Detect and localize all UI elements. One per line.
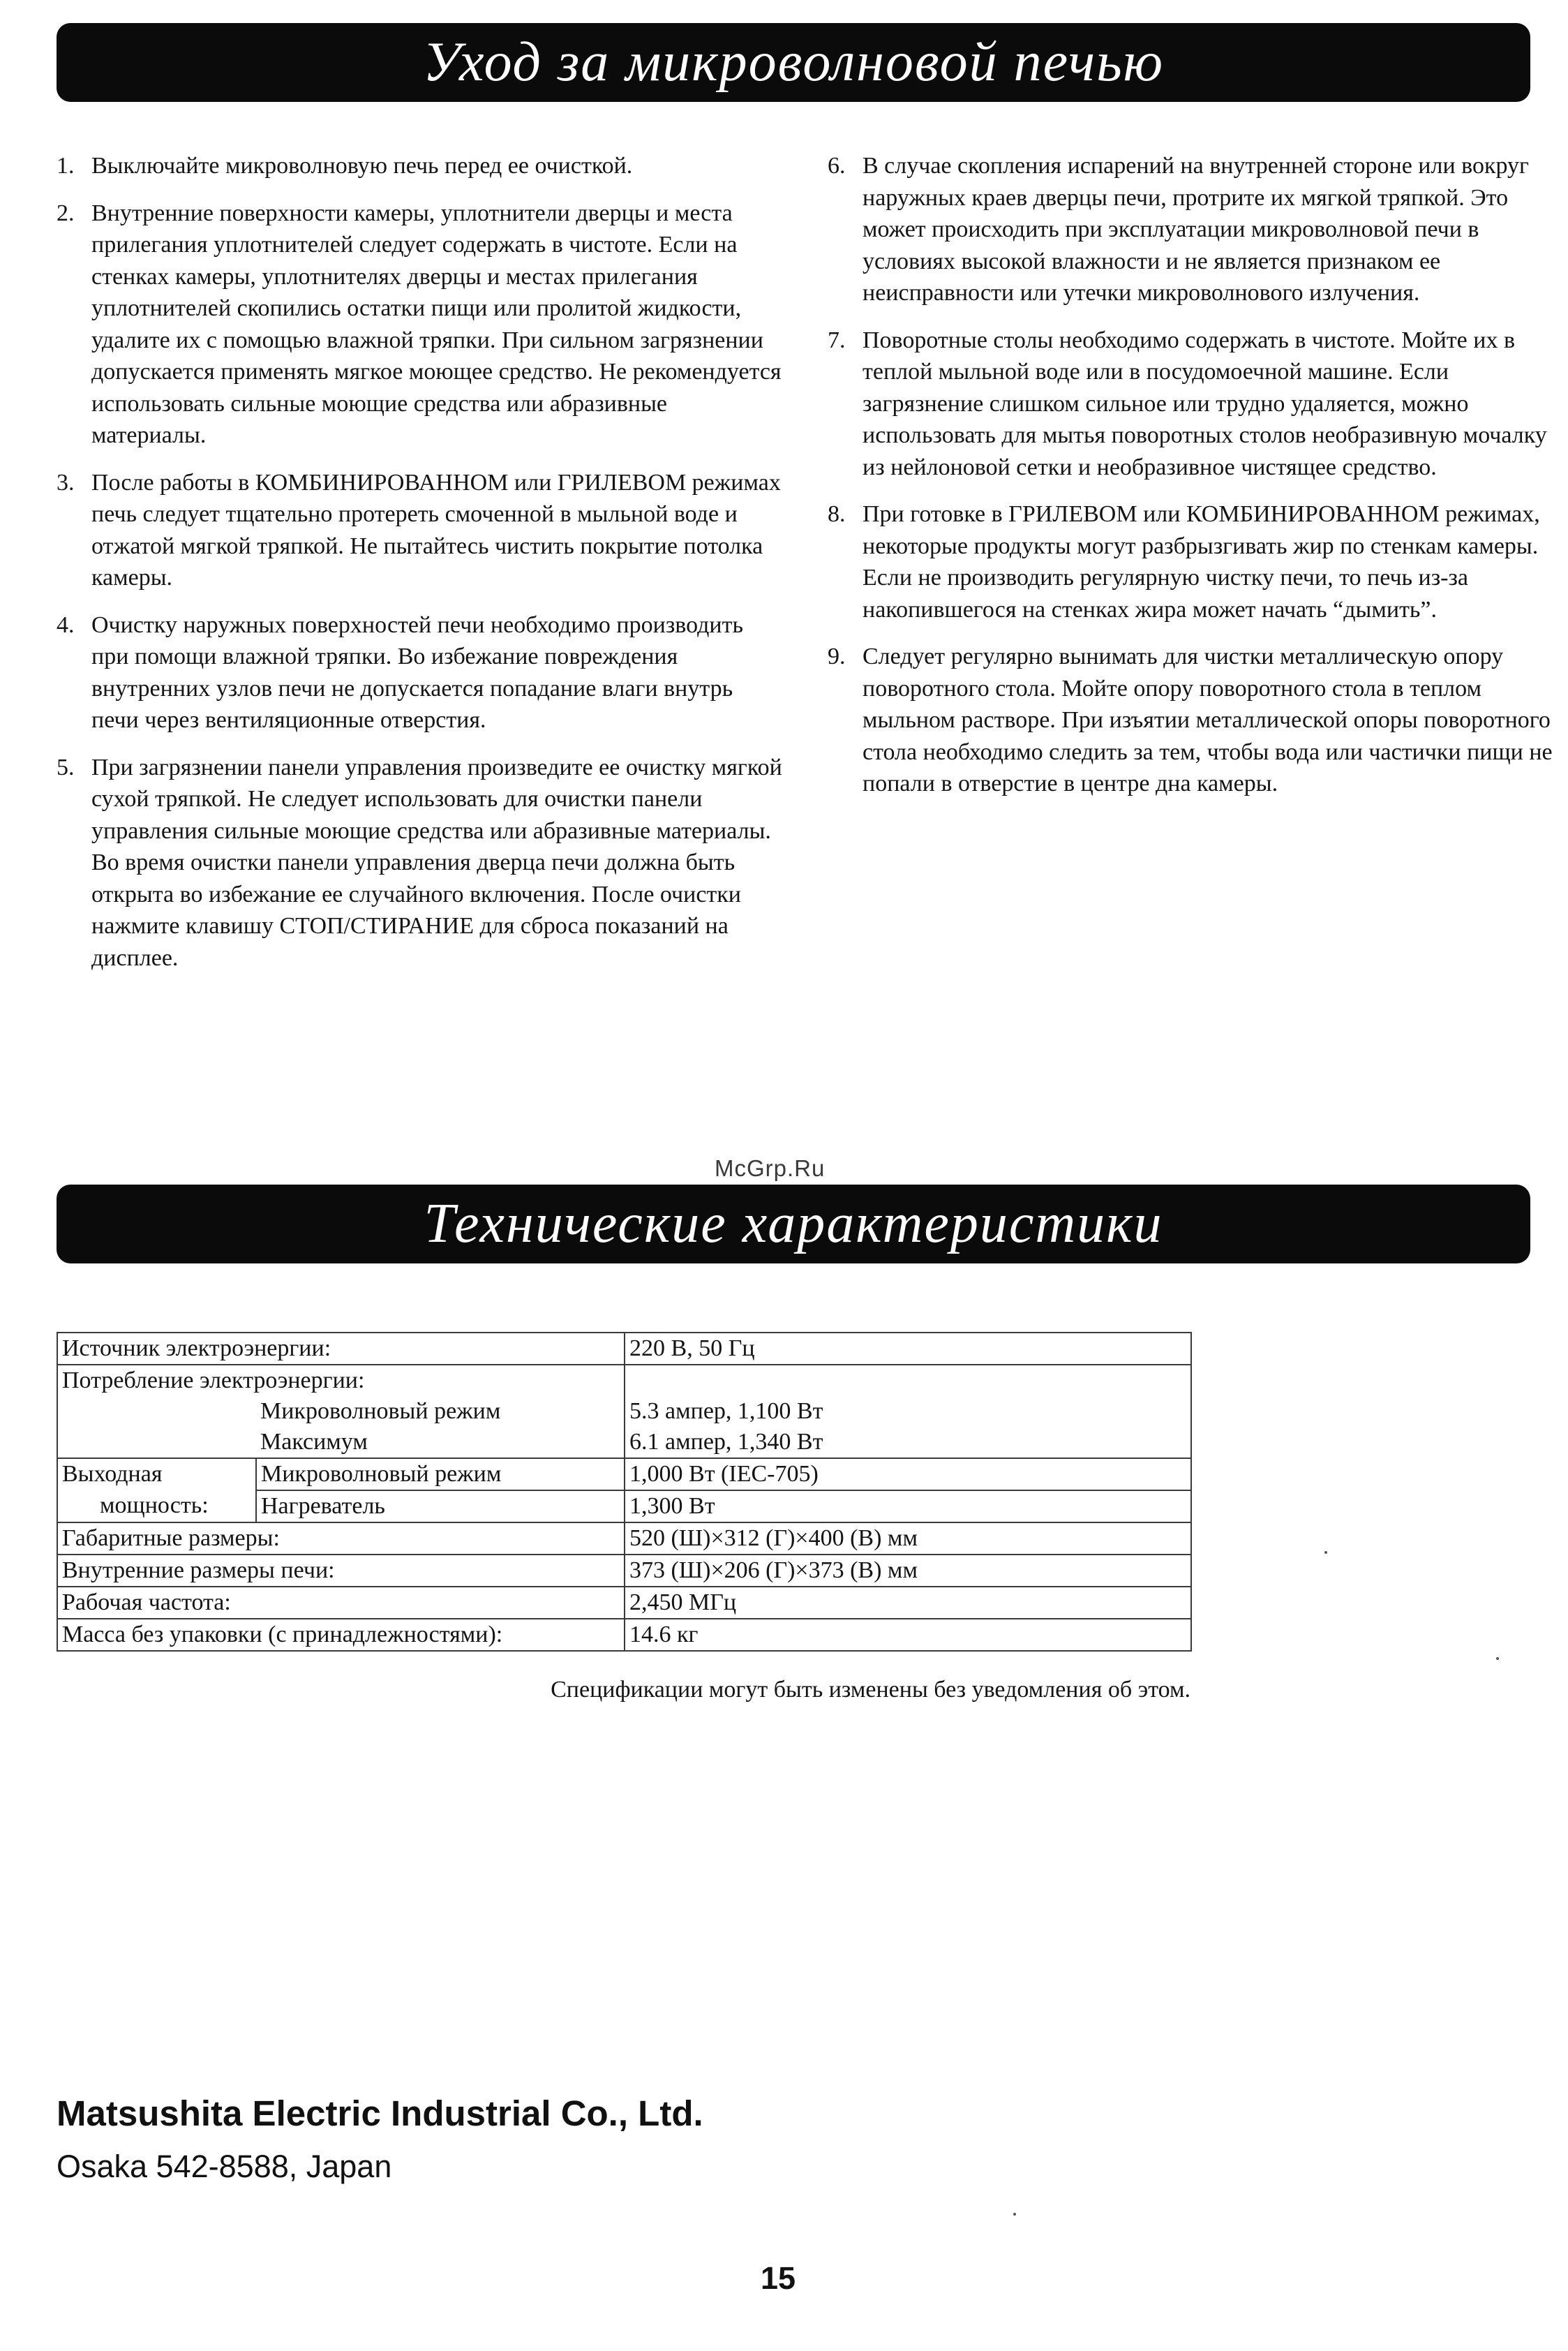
specs-value: 373 (Ш)×206 (Г)×373 (В) мм [625, 1555, 1191, 1587]
specs-value: 14.6 кг [625, 1619, 1191, 1651]
care-item-number: 9. [828, 644, 846, 669]
care-item-text: Внутренние поверхности камеры, уплотнители дверцы и места прилегания уплотнителей следует содержать в чистоте. Если на стенках камеры, уплотнителях дверцы и местах прилегания уплотнителей скопились остатки пищи или пролитой жидкости, удалите их с помощью влажной тряпки. При сильном загрязнении допускается применять мягкое моющее средство. Не рекомендуется использовать сильные моющие средства или абразивные материалы. [91, 200, 782, 448]
specs-note: Спецификации могут быть изменены без уведомления об этом. [551, 1677, 1190, 1703]
care-item-6 [828, 150, 1557, 309]
care-item-number: 6. [828, 153, 846, 179]
specs-label: Источник электроэнергии: [57, 1333, 625, 1365]
care-section-title: Уход за микроволновой печью [422, 31, 1165, 93]
specs-row-output-micro [57, 1458, 1191, 1490]
care-item-number: 7. [828, 327, 846, 353]
specs-sublabel: Максимум [256, 1427, 625, 1458]
specs-label: Потребление электроэнергии: [57, 1365, 625, 1396]
specs-value: 1,300 Вт [625, 1490, 1191, 1522]
specs-sublabel: Микроволновый режим [256, 1396, 625, 1427]
care-item-2 [57, 198, 786, 452]
care-item-text: Очистку наружных поверхностей печи необходимо производить при помощи влажной тряпки. Во избежание повреждения внутренних узлов печи не допускается попадание влаги внутрь печи через вентиляционные отверстия. [91, 611, 743, 733]
specs-section-banner [57, 1185, 1530, 1263]
specs-row-frequency [57, 1587, 1191, 1619]
care-section-banner [57, 23, 1530, 102]
care-list-left-column [57, 150, 786, 989]
care-item-3 [57, 467, 786, 594]
care-item-text: После работы в КОМБИНИРОВАННОМ или ГРИЛЕВОМ режимах печь следует тщательно протереть смоченной в мыльной воде и отжатой мягкой тряпкой. Не пытайтесь чистить покрытие потолка камеры. [91, 469, 781, 591]
care-item-text: В случае скопления испарений на внутренней стороне или вокруг наружных краев дверцы печи, протрите их мягкой тряпкой. Это может происходить при эксплуатации микроволновой печи в условиях высокой влажности и не является признаком ее неисправности или утечки микроволнового излучения. [863, 153, 1529, 306]
care-item-1 [57, 150, 786, 182]
care-item-number: 3. [57, 469, 75, 496]
specs-label: Выходная [57, 1458, 256, 1490]
specs-label: Масса без упаковки (с принадлежностями): [57, 1619, 625, 1651]
specs-value: 6.1 ампер, 1,340 Вт [625, 1427, 1191, 1458]
company-address: Osaka 542-8588, Japan [57, 2149, 392, 2184]
care-item-text: Выключайте микроволновую печь перед ее очисткой. [91, 153, 633, 179]
care-item-number: 2. [57, 200, 75, 226]
care-item-text: При готовке в ГРИЛЕВОМ или КОМБИНИРОВАННОМ режимах, некоторые продукты могут разбрызгивать жир по стенкам камеры. Если не производить регулярную чистку печи, то печь из-за накопившегося на стенках жира может начать “дымить”. [863, 501, 1540, 623]
care-item-text: Следует регулярно вынимать для чистки металлическую опору поворотного стола. Мойте опору поворотного стола в теплом мыльном растворе. При изъятии металлической опоры поворотного стола необходимо следить за тем, чтобы вода или частички пищи не попали в отверстие в центре дна камеры. [863, 644, 1553, 796]
specs-label: мощность: [57, 1490, 256, 1522]
care-list-right-column [828, 150, 1557, 815]
care-item-5 [57, 752, 786, 974]
specs-row-consumption [57, 1365, 1191, 1396]
scan-speck [1496, 1657, 1499, 1660]
watermark-text[interactable]: McGrp.Ru [715, 1155, 826, 1181]
care-item-number: 8. [828, 501, 846, 527]
specs-sublabel: Микроволновый режим [256, 1458, 625, 1490]
page-number: 15 [761, 2260, 796, 2296]
specs-value: 5.3 ампер, 1,100 Вт [625, 1396, 1191, 1427]
specs-label: Габаритные размеры: [57, 1522, 625, 1555]
specs-row-dimensions [57, 1522, 1191, 1555]
scan-speck [1013, 2213, 1016, 2216]
specs-label: Внутренние размеры печи: [57, 1555, 625, 1587]
specs-section-title: Технические характеристики [424, 1193, 1163, 1254]
care-item-9 [828, 641, 1557, 800]
care-item-number: 4. [57, 611, 75, 638]
specs-row-output-heater [57, 1490, 1191, 1522]
specs-value: 220 В, 50 Гц [625, 1333, 1191, 1365]
specs-label: Рабочая частота: [57, 1587, 625, 1619]
care-item-8 [828, 498, 1557, 625]
care-item-4 [57, 609, 786, 736]
care-item-7 [828, 325, 1557, 484]
specs-table [57, 1332, 1192, 1652]
care-item-text: Поворотные столы необходимо содержать в чистоте. Мойте их в теплой мыльной воде или в посудомоечной машине. Если загрязнение слишком сильное или трудно удаляется, можно использовать для мытья поворотных столов необразивную мочалку из нейлоновой сетки и необразивное чистящее средство. [863, 327, 1547, 480]
specs-row-inner-dimensions [57, 1555, 1191, 1587]
care-item-text: При загрязнении панели управления произведите ее очистку мягкой сухой тряпкой. Не следует использовать для очистки панели управления сильные моющие средства или абразивные материалы. Во время очистки панели управления дверца печи должна быть открыта во избежание ее случайного включения. После очистки нажмите клавишу СТОП/СТИРАНИЕ для сброса показаний на дисплее. [91, 754, 782, 971]
specs-row-mass [57, 1619, 1191, 1651]
specs-value: 520 (Ш)×312 (Г)×400 (В) мм [625, 1522, 1191, 1555]
specs-value: 2,450 МГц [625, 1587, 1191, 1619]
care-item-number: 1. [57, 153, 75, 179]
specs-sublabel: Нагреватель [256, 1490, 625, 1522]
specs-value: 1,000 Вт (IEC-705) [625, 1458, 1191, 1490]
company-name: Matsushita Electric Industrial Co., Ltd. [57, 2093, 703, 2133]
specs-row-consumption-micro [57, 1396, 1191, 1427]
specs-row-consumption-max [57, 1427, 1191, 1458]
care-item-number: 5. [57, 754, 75, 780]
scan-speck [1324, 1551, 1327, 1554]
specs-row-power-source [57, 1333, 1191, 1365]
